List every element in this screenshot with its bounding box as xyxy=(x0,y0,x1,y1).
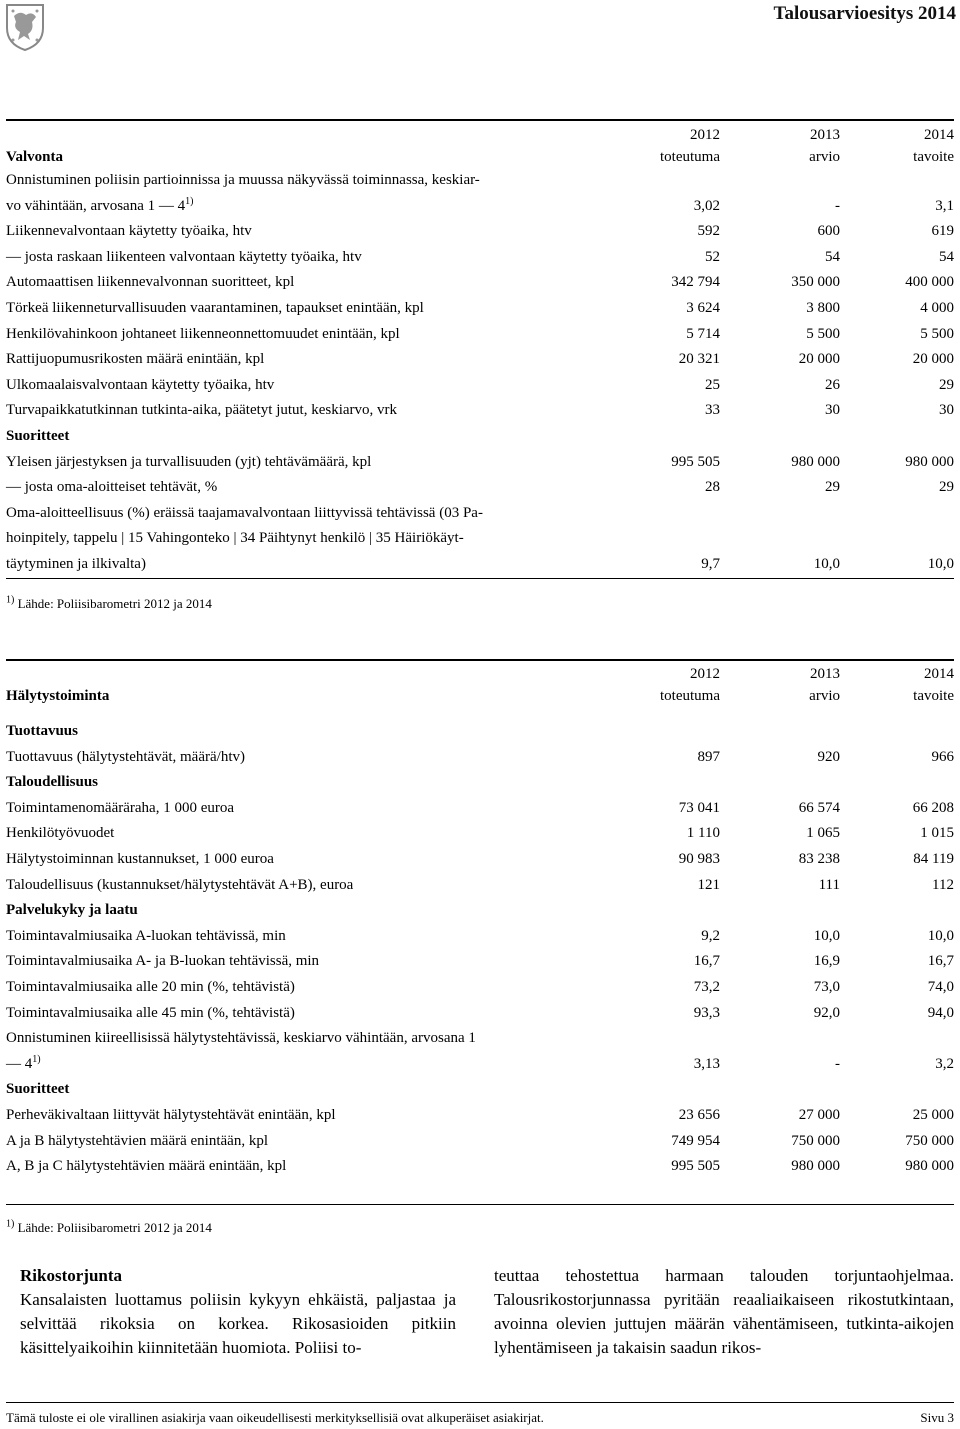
table-row xyxy=(6,873,954,899)
table-row xyxy=(6,975,954,1001)
row-value: 25 000 xyxy=(912,1106,954,1123)
row-value: 30 xyxy=(825,402,840,419)
row-value: 1 015 xyxy=(920,825,954,842)
row-label: Yleisen järjestyksen ja turvallisuuden (yjt) tehtävämäärä, kpl xyxy=(6,453,372,470)
row-value: 400 000 xyxy=(905,274,954,291)
table-row xyxy=(6,373,954,399)
table1-col-2013: 2013 arvio xyxy=(809,127,840,165)
right-paragraph: teuttaa tehostettua harmaan talouden torjuntaohjelmaa. Talousrikostorjunnassa pyritään reaaliaikaiseen rikostutkintaan, avoinna olevien juttujen määrän vähentämiseen, tutkinta-aikojen lyhentämiseen ja takaisin saadun rikos- xyxy=(494,1266,954,1357)
row-value: 25 xyxy=(705,376,720,393)
row-value: 23 656 xyxy=(678,1106,720,1123)
table-row xyxy=(6,475,954,501)
table1-top-rule xyxy=(6,119,954,121)
row-label: Toimintavalmiusaika alle 20 min (%, tehtävistä) xyxy=(6,978,295,995)
row-value xyxy=(840,719,954,745)
row-label: — josta raskaan liikenteen valvontaan käytetty työaika, htv xyxy=(6,248,362,265)
table-row xyxy=(6,1103,954,1129)
row-value: 93,3 xyxy=(693,1004,720,1021)
row-value xyxy=(840,168,954,194)
table2-top-rule xyxy=(6,659,954,661)
row-value xyxy=(720,424,840,450)
table1-col-2012: 2012 toteutuma xyxy=(660,127,720,165)
page-number: Sivu 3 xyxy=(920,1410,954,1425)
row-value xyxy=(720,770,840,796)
row-value: 980 000 xyxy=(791,1158,840,1175)
row-value: 3 800 xyxy=(806,299,840,316)
row-value xyxy=(720,1077,840,1103)
table2-bottom-rule xyxy=(6,1204,954,1205)
row-value: 10,0 xyxy=(927,927,954,944)
table-row xyxy=(6,1052,954,1078)
row-value: 980 000 xyxy=(905,1158,954,1175)
row-value xyxy=(720,526,840,552)
row-value xyxy=(840,898,954,924)
row-label: Toimintavalmiusaika A-luokan tehtävissä, min xyxy=(6,927,286,944)
row-value: 29 xyxy=(939,479,954,496)
row-label: Hälytystoiminnan kustannukset, 1 000 euroa xyxy=(6,850,274,867)
row-value: 20 321 xyxy=(678,351,720,368)
row-label: vo vähintään, arvosana 1 — 4$^{1)}$ xyxy=(6,195,194,214)
row-value: 9,2 xyxy=(701,927,720,944)
row-value: 897 xyxy=(697,748,720,765)
row-label: Toimintavalmiusaika A- ja B-luokan tehtävissä, min xyxy=(6,953,320,970)
table2-title: Hälytystoiminta xyxy=(6,688,110,704)
row-label: Suoritteet xyxy=(6,1081,70,1098)
table2-header xyxy=(6,663,954,707)
row-value: 966 xyxy=(931,748,954,765)
section-heading: Rikostorjunta xyxy=(20,1266,123,1285)
row-value: 92,0 xyxy=(813,1004,840,1021)
table-row xyxy=(6,501,954,527)
row-value: 54 xyxy=(939,248,954,265)
row-value: 4 000 xyxy=(920,299,954,316)
row-value: 750 000 xyxy=(791,1132,840,1149)
row-label: Perheväkivaltaan liittyvät hälytystehtävät enintään, kpl xyxy=(6,1106,336,1123)
row-value: 9,7 xyxy=(701,555,720,572)
row-value xyxy=(840,1026,954,1052)
row-value xyxy=(596,168,720,194)
table1-footnote: $^{1)}$ Lähde: Poliisibarometri 2012 ja 2014 xyxy=(6,594,212,611)
row-label: Suoritteet xyxy=(6,427,70,444)
table1-title: Valvonta xyxy=(6,149,63,165)
row-value: 73 041 xyxy=(678,799,720,816)
row-label: Tuottavuus (hälytystehtävät, määrä/htv) xyxy=(6,748,245,765)
row-label: Taloudellisuus (kustannukset/hälytystehtävät A+B), euroa xyxy=(6,876,354,893)
row-value: 111 xyxy=(818,876,840,893)
row-value: 74,0 xyxy=(927,978,954,995)
row-value: 54 xyxy=(825,248,840,265)
row-value: 66 574 xyxy=(798,799,840,816)
row-value: 121 xyxy=(697,876,720,893)
row-value: 16,7 xyxy=(693,953,720,970)
table-row xyxy=(6,1077,954,1103)
left-column xyxy=(20,1264,456,1360)
row-value: 3,2 xyxy=(935,1055,954,1072)
row-value: 83 238 xyxy=(798,850,840,867)
row-value: 980 000 xyxy=(905,453,954,470)
row-label: Oma-aloitteellisuus (%) eräissä taajamavalvontaan liittyvissä tehtävissä (03 Pa- xyxy=(6,504,483,521)
table-row xyxy=(6,1129,954,1155)
row-value xyxy=(596,1077,720,1103)
row-value: 27 000 xyxy=(798,1106,840,1123)
row-value: 3,13 xyxy=(693,1055,720,1072)
row-label: Automaattisen liikennevalvonnan suoritteet, kpl xyxy=(6,274,295,291)
table-row xyxy=(6,424,954,450)
row-value: 112 xyxy=(932,876,954,893)
row-value xyxy=(840,501,954,527)
row-value: 66 208 xyxy=(912,799,954,816)
table-row xyxy=(6,745,954,771)
row-value xyxy=(596,898,720,924)
right-column xyxy=(494,1264,954,1360)
row-value: 16,9 xyxy=(813,953,840,970)
table-row xyxy=(6,219,954,245)
left-paragraph: Kansalaisten luottamus poliisin kykyyn ehkäistä, paljastaa ja selvittää rikoksia on korkea. Rikosasioiden pitkiin käsittelyaikoihin kiinnitetään huomiota. Poliisi to- xyxy=(20,1290,456,1357)
row-label: Henkilövahinkoon johtaneet liikenneonnettomuudet enintään, kpl xyxy=(6,325,400,342)
table-row xyxy=(6,949,954,975)
table-row xyxy=(6,1001,954,1027)
row-value: 30 xyxy=(939,402,954,419)
row-value: 350 000 xyxy=(791,274,840,291)
table-row xyxy=(6,770,954,796)
row-value: 749 954 xyxy=(671,1132,720,1149)
table-row xyxy=(6,322,954,348)
table-row xyxy=(6,1154,954,1180)
row-label: Liikennevalvontaan käytetty työaika, htv xyxy=(6,223,252,240)
table-row xyxy=(6,347,954,373)
table-row xyxy=(6,450,954,476)
row-value: 3,02 xyxy=(693,197,720,214)
row-value: 94,0 xyxy=(927,1004,954,1021)
table-row xyxy=(6,398,954,424)
row-value: 73,2 xyxy=(693,978,720,995)
table2 xyxy=(6,663,954,1180)
row-value: 995 505 xyxy=(671,1158,720,1175)
row-value: 26 xyxy=(825,376,840,393)
row-value xyxy=(720,719,840,745)
row-label: Henkilötyövuodet xyxy=(6,825,115,842)
table-row xyxy=(6,821,954,847)
row-value: 84 119 xyxy=(913,850,954,867)
table-row xyxy=(6,1026,954,1052)
row-label: Toimintamenomääräraha, 1 000 euroa xyxy=(6,799,235,816)
row-label: täytyminen ja ilkivalta) xyxy=(6,555,146,572)
row-value: 592 xyxy=(697,223,720,240)
table1 xyxy=(6,124,954,578)
row-value: 5 500 xyxy=(806,325,840,342)
row-value: 619 xyxy=(931,223,954,240)
row-label: Taloudellisuus xyxy=(6,774,98,791)
row-value: 16,7 xyxy=(927,953,954,970)
footer-rule xyxy=(6,1402,954,1403)
coat-of-arms-icon xyxy=(4,2,46,52)
table1-header xyxy=(6,124,954,168)
row-label: — 4$^{1)}$ xyxy=(6,1053,41,1072)
table2-col-2012: 2012 toteutuma xyxy=(660,666,720,704)
page-header xyxy=(0,0,960,60)
row-value: 5 714 xyxy=(686,325,720,342)
row-value: 3 624 xyxy=(686,299,720,316)
table2-col-2014: 2014 tavoite xyxy=(913,666,954,704)
row-value: 342 794 xyxy=(671,274,720,291)
row-value: 920 xyxy=(817,748,840,765)
table-row xyxy=(6,270,954,296)
table-row xyxy=(6,168,954,194)
row-value: - xyxy=(835,1055,840,1072)
row-label: Onnistuminen kiireellisissä hälytystehtävissä, keskiarvo vähintään, arvosana 1 xyxy=(6,1030,476,1047)
row-label: Onnistuminen poliisin partioinnissa ja muussa näkyvässä toiminnassa, keskiar- xyxy=(6,172,480,188)
table-row xyxy=(6,796,954,822)
row-value: 33 xyxy=(705,402,720,419)
row-value: 1 065 xyxy=(806,825,840,842)
table-row xyxy=(6,898,954,924)
row-value: 5 500 xyxy=(920,325,954,342)
table-row xyxy=(6,296,954,322)
row-value xyxy=(840,770,954,796)
row-value xyxy=(840,1077,954,1103)
row-value: 600 xyxy=(817,223,840,240)
table-row xyxy=(6,526,954,552)
row-value: 10,0 xyxy=(927,555,954,572)
table1-col-2014: 2014 tavoite xyxy=(913,127,954,165)
row-label: Ulkomaalaisvalvontaan käytetty työaika, htv xyxy=(6,376,275,393)
row-value xyxy=(720,898,840,924)
row-label: Rattijuopumusrikosten määrä enintään, kpl xyxy=(6,351,265,368)
table-row xyxy=(6,719,954,745)
row-value xyxy=(596,526,720,552)
row-value: 52 xyxy=(705,248,720,265)
row-value xyxy=(596,719,720,745)
document-title: Talousarvioesitys 2014 xyxy=(773,3,956,24)
row-value: 10,0 xyxy=(813,927,840,944)
row-value xyxy=(596,1026,720,1052)
row-label: Turvapaikkatutkinnan tutkinta-aika, päätetyt jutut, keskiarvo, vrk xyxy=(6,402,398,419)
row-value: 20 000 xyxy=(798,351,840,368)
row-label: A, B ja C hälytystehtävien määrä enintään, kpl xyxy=(6,1158,287,1175)
row-value: 3,1 xyxy=(935,197,954,214)
row-value xyxy=(840,526,954,552)
table-row xyxy=(6,847,954,873)
row-value: 29 xyxy=(939,376,954,393)
table-row xyxy=(6,924,954,950)
table-row xyxy=(6,245,954,271)
row-value xyxy=(840,424,954,450)
row-label: A ja B hälytystehtävien määrä enintään, kpl xyxy=(6,1132,269,1149)
table-row xyxy=(6,552,954,578)
row-value: 28 xyxy=(705,479,720,496)
row-value: 20 000 xyxy=(912,351,954,368)
footer-disclaimer: Tämä tuloste ei ole virallinen asiakirja vaan oikeudellisesti merkityksellisiä ovat alkuperäiset asiakirjat. xyxy=(6,1410,544,1425)
row-value xyxy=(596,501,720,527)
row-value: 1 110 xyxy=(686,825,720,842)
table-row xyxy=(6,194,954,220)
row-value xyxy=(596,770,720,796)
row-value: 995 505 xyxy=(671,453,720,470)
row-value xyxy=(596,424,720,450)
row-value: 29 xyxy=(825,479,840,496)
table2-footnote: $^{1)}$ Lähde: Poliisibarometri 2012 ja 2014 xyxy=(6,1218,212,1235)
row-label: Toimintavalmiusaika alle 45 min (%, tehtävistä) xyxy=(6,1004,295,1021)
row-value xyxy=(720,501,840,527)
table2-col-2013: 2013 arvio xyxy=(809,666,840,704)
row-label: Törkeä liikenneturvallisuuden vaarantaminen, tapaukset enintään, kpl xyxy=(6,299,424,316)
row-value: 750 000 xyxy=(905,1132,954,1149)
row-value: - xyxy=(835,197,840,214)
row-value: 90 983 xyxy=(678,850,720,867)
row-value xyxy=(720,1026,840,1052)
row-label: Tuottavuus xyxy=(6,723,78,739)
row-value xyxy=(720,168,840,194)
row-label: Palvelukyky ja laatu xyxy=(6,902,138,919)
table1-bottom-rule xyxy=(6,578,954,579)
row-label: hoinpitely, tappelu | 15 Vahingonteko | 34 Päihtynyt henkilö | 35 Häiriökäyt- xyxy=(6,530,464,547)
row-value: 980 000 xyxy=(791,453,840,470)
row-value: 10,0 xyxy=(813,555,840,572)
row-value: 73,0 xyxy=(813,978,840,995)
row-label: — josta oma-aloitteiset tehtävät, % xyxy=(6,479,218,496)
